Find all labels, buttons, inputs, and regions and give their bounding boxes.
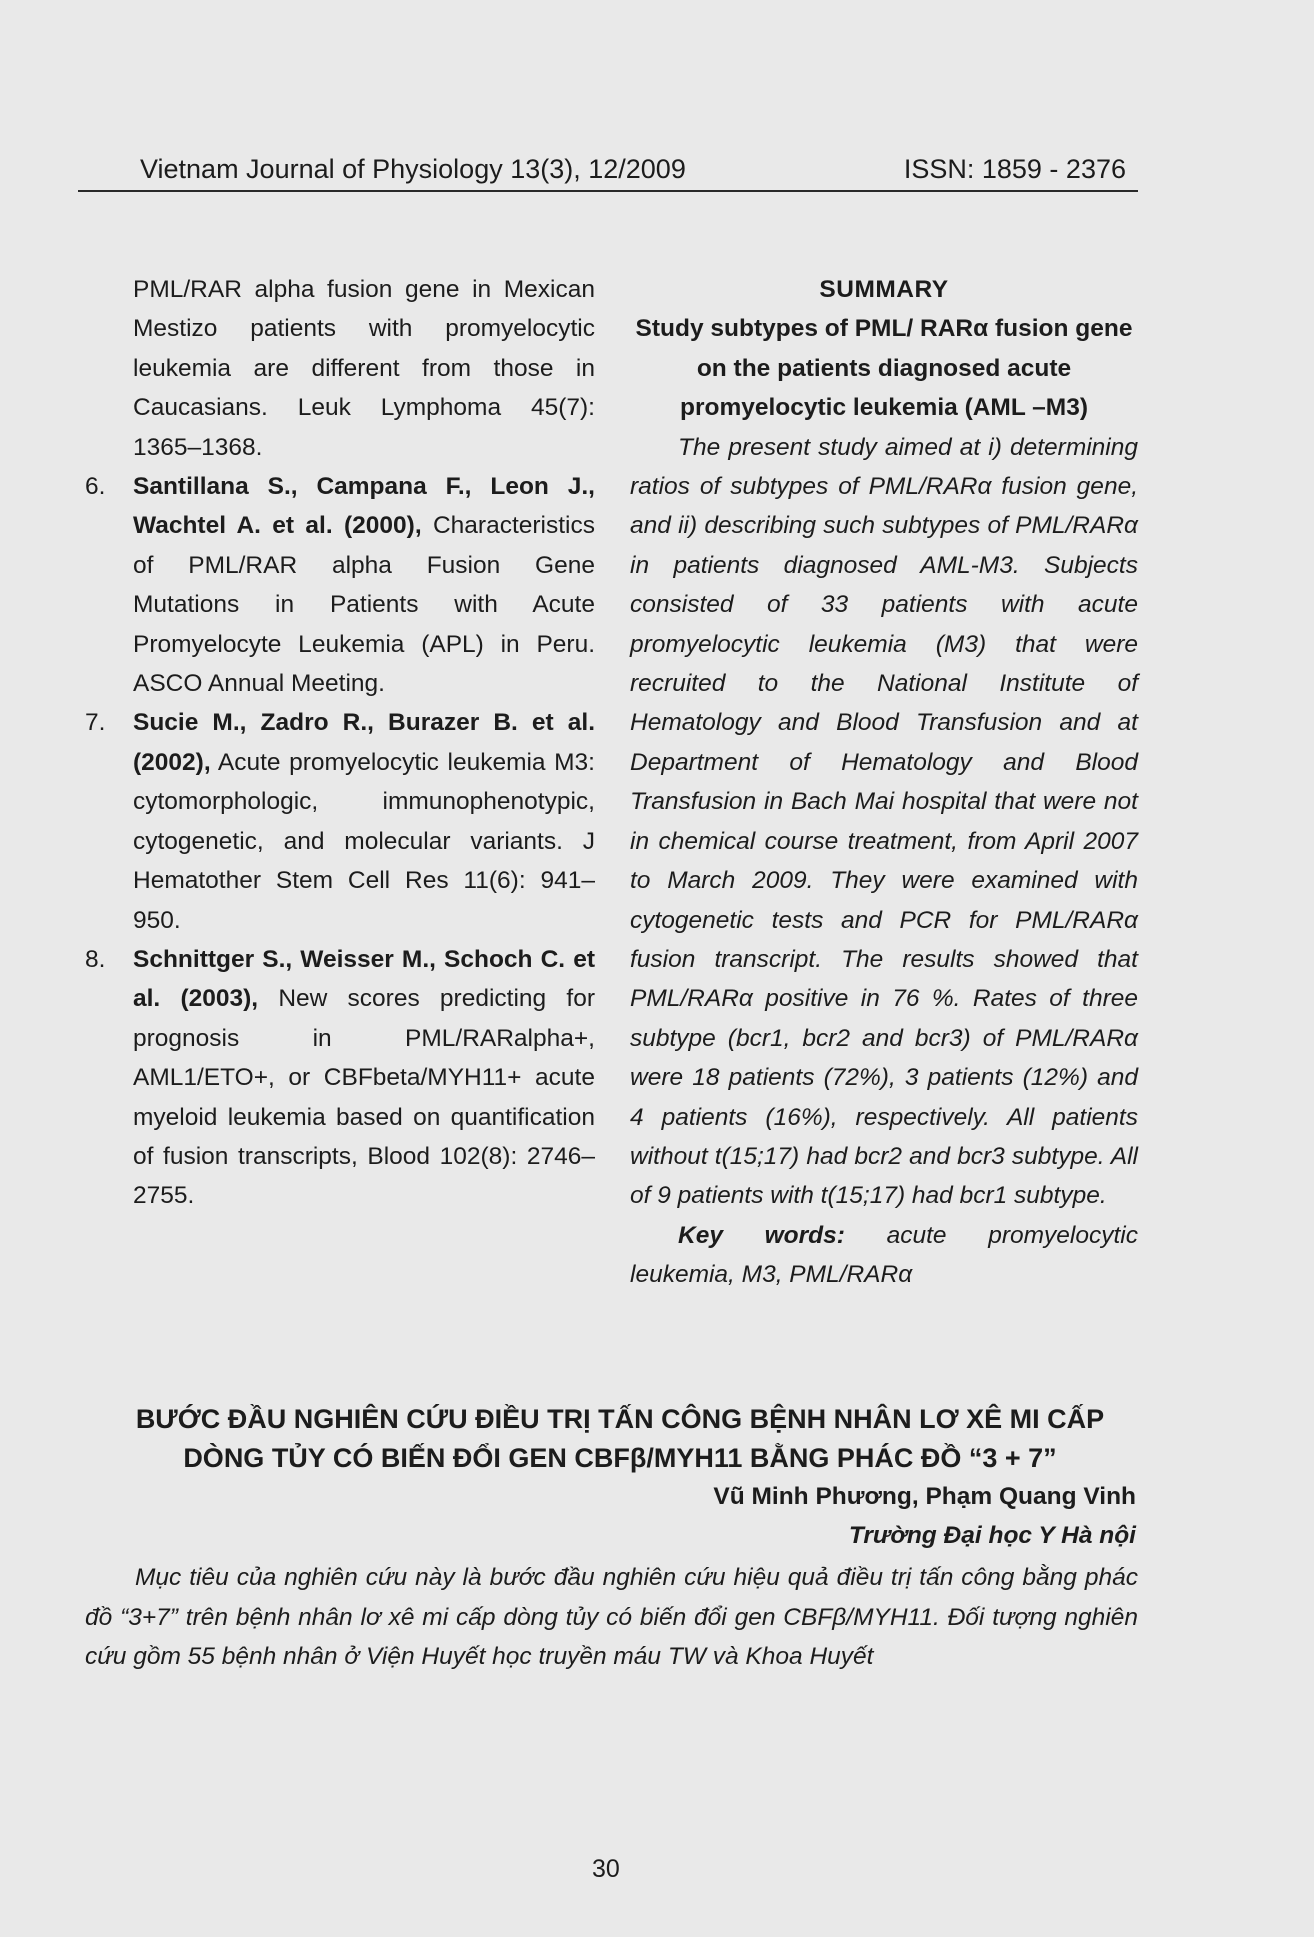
header-rule xyxy=(78,190,1138,192)
reference-continued: PML/RAR alpha fusion gene in Mexican Mestizo patients with promyelocytic leukemia are different from those in Caucasians. Leuk Lymphoma 45(7): 1365–1368. xyxy=(133,276,595,461)
summary-column xyxy=(630,270,1138,1295)
issn: ISSN: 1859 - 2376 xyxy=(903,154,1126,184)
keywords-label: Key words: xyxy=(678,1221,845,1249)
journal-name: Vietnam Journal of Physiology 13(3), 12/2009 xyxy=(140,154,686,184)
reference-text: New scores predicting for prognosis in PML/RARalpha+, AML1/ETO+, or CBFbeta/MYH11+ acute myeloid leukemia based on quantification of fusion transcripts, Blood 102(8): 2746–2755. xyxy=(133,985,595,1210)
summary-title: Study subtypes of PML/ RARα fusion gene on the patients diagnosed acute promyelocytic leukemia (AML –M3) xyxy=(635,315,1133,422)
reference-number: 7. xyxy=(85,709,106,737)
reference-authors: Schnittger S., Weisser M., Schoch C. et al. (2003), xyxy=(133,945,595,1013)
reference-item xyxy=(85,703,595,939)
article-abstract: Mục tiêu của nghiên cứu này là bước đầu nghiên cứu hiệu quả điều trị tấn công bằng phác đồ “3+7” trên bệnh nhân lơ xê mi cấp dòng tủy có biến đổi gen CBFβ/MYH11. Đối tượng nghiên cứu gồm 55 bệnh nhân ở Viện Huyết học truyền máu TW và Khoa Huyết xyxy=(85,1564,1138,1670)
article-title xyxy=(90,1400,1150,1478)
keywords-text: acute promyelocytic leukemia, M3, PML/RARα xyxy=(630,1221,1138,1289)
article-affiliation: Trường Đại học Y Hà nội xyxy=(848,1522,1136,1549)
summary-heading: SUMMARY xyxy=(819,276,949,303)
references-column xyxy=(85,270,595,1216)
summary-keywords xyxy=(630,1216,1138,1295)
reference-authors: Santillana S., Campana F., Leon J., Wachtel A. et al. (2000), xyxy=(133,473,595,540)
reference-item xyxy=(85,467,595,703)
reference-number: 6. xyxy=(85,473,106,501)
running-header xyxy=(134,152,1164,192)
article-title-line-1: BƯỚC ĐẦU NGHIÊN CỨU ĐIỀU TRỊ TẤN CÔNG BỆNH NHÂN LƠ XÊ MI CẤP xyxy=(135,1404,1105,1434)
article-authors: Vũ Minh Phương, Phạm Quang Vinh xyxy=(713,1483,1136,1510)
reference-item xyxy=(85,940,595,1216)
reference-text: Characteristics of PML/RAR alpha Fusion Gene Mutations in Patients with Acute Promyelocyte Leukemia (APL) in Peru. ASCO Annual Meeting. xyxy=(133,512,595,698)
reference-text: Acute promyelocytic leukemia M3: cytomorphologic, immunophenotypic, cytogenetic, and molecular variants. J Hematother Stem Cell Res 11(6): 941–950. xyxy=(133,748,595,934)
reference-authors: Sucie M., Zadro R., Burazer B. et al. (2002), xyxy=(133,709,595,776)
article-title-line-2: DÒNG TỦY CÓ BIẾN ĐỔI GEN CBFβ/MYH11 BẰNG PHÁC ĐỒ “3 + 7” xyxy=(183,1443,1057,1473)
page-number: 30 xyxy=(592,1855,620,1883)
summary-abstract: The present study aimed at i) determining ratios of subtypes of PML/RARα fusion gene, and ii) describing such subtypes of PML/RARα in patients diagnosed AML-M3. Subjects consisted of 33 patients with acute promyelocytic leukemia (M3) that were recruited to the National Institute of Hematology and Blood Transfusion and at Department of Hematology and Blood Transfusion in Bach Mai hospital that were not in chemical course treatment, from April 2007 to March 2009. They were examined with cytogenetic tests and PCR for PML/RARα fusion transcript. The results showed that PML/RARα positive in 76 %. Rates of three subtype (bcr1, bcr2 and bcr3) of PML/RARα were 18 patients (72%), 3 patients (12%) and 4 patients (16%), respectively. All patients without t(15;17) had bcr2 and bcr3 subtype. All of 9 patients with t(15;17) had bcr1 subtype. xyxy=(630,433,1138,1210)
reference-number: 8. xyxy=(85,945,106,973)
